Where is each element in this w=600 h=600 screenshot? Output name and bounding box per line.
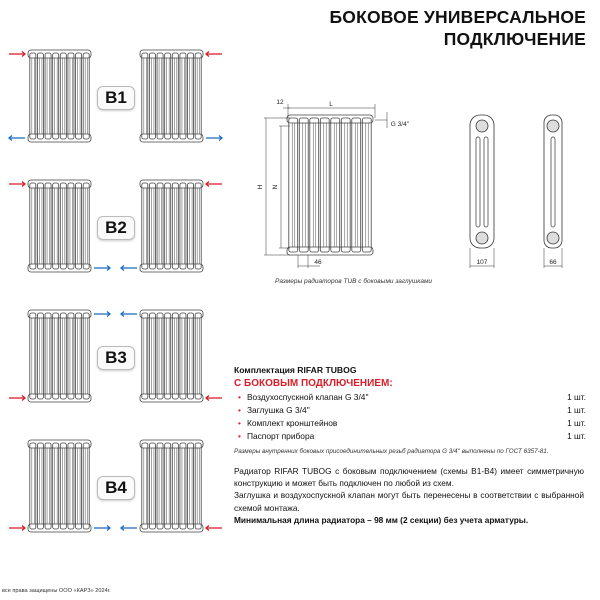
radiator-section (188, 53, 194, 139)
description: Радиатор RIFAR TUBOG с боковым подключением (схемы B1-B4) имеет симметричную конструкцию и может быть подключен по любой из схем. Заглушка и воздухоспускной клапан могут быть перенесены в соответствии с выбранной схемой монтажа. Минимальная длина радиатора – 98 мм (2 секции) без учета арматуры. (234, 466, 584, 525)
radiator-section (180, 443, 186, 529)
radiator-section (320, 118, 329, 252)
radiator-section (172, 313, 178, 399)
radiator-section (45, 313, 51, 399)
flow-arrow-icon (94, 526, 110, 531)
radiator-icon (287, 115, 373, 255)
radiator-section (149, 443, 155, 529)
scheme-label-b4: B4 (97, 476, 135, 500)
bullet-icon: • (238, 431, 241, 441)
kit-note: Размеры внутренних боковых присоединительных резьб радиатора G 3/4'' выполнены по ГОСТ 6357-81. (234, 448, 549, 455)
bullet-icon: • (238, 392, 241, 402)
flow-arrow-icon (206, 52, 222, 57)
radiator-icon (140, 310, 203, 402)
radiator-icon (28, 440, 91, 532)
radiator-section (165, 183, 171, 269)
radiator-section (157, 183, 163, 269)
radiator-section (157, 53, 163, 139)
radiator-section (157, 443, 163, 529)
radiator-section (37, 53, 43, 139)
radiator-section (68, 53, 74, 139)
radiator-section (341, 118, 350, 252)
flow-arrow-icon (121, 526, 137, 531)
radiator-icon (28, 50, 91, 142)
radiator-section (60, 53, 66, 139)
flow-arrow-icon (9, 526, 25, 531)
flow-arrow-icon (206, 396, 222, 401)
radiator-section (195, 443, 201, 529)
radiator-section (30, 53, 36, 139)
scheme-label-b2: B2 (97, 216, 135, 240)
radiator-section (45, 53, 51, 139)
side-view-2col (544, 115, 562, 248)
kit-section (234, 365, 586, 455)
radiator-section (195, 183, 201, 269)
radiator-section (165, 443, 171, 529)
nipple-icon (547, 232, 559, 244)
radiator-section (149, 183, 155, 269)
drawing-caption: Размеры радиаторов TUB с боковыми заглушками (275, 278, 433, 285)
radiator-section (68, 183, 74, 269)
kit-item: • Паспорт прибора 1 шт. (238, 431, 586, 441)
flow-arrow-icon (9, 182, 25, 187)
flow-arrow-icon (9, 136, 25, 141)
dim-thread: G 3/4'' (390, 121, 410, 128)
kit-item: • Воздухоспускной клапан G 3/4'' 1 шт. (238, 392, 586, 402)
radiator-section (76, 443, 82, 529)
radiator-section (45, 443, 51, 529)
flow-arrow-icon (121, 266, 137, 271)
radiator-icon (140, 440, 203, 532)
radiator-section (142, 183, 148, 269)
radiator-section (195, 313, 201, 399)
dim-depth: 107 (476, 259, 488, 266)
dim-offset: 12 (276, 99, 284, 106)
radiator-section (289, 118, 298, 252)
radiator-section (180, 313, 186, 399)
radiator-section (37, 183, 43, 269)
flow-arrow-icon (94, 312, 110, 317)
side-view-3col (470, 115, 494, 248)
radiator-section (83, 183, 89, 269)
copyright: все права защищены ООО «КАРЗ» 2024г. (2, 588, 111, 594)
radiator-section (352, 118, 361, 252)
flow-arrow-icon (9, 396, 25, 401)
flow-arrow-icon (206, 182, 222, 187)
radiator-section (37, 443, 43, 529)
scheme-label-b3: B3 (97, 346, 135, 370)
flow-arrow-icon (121, 312, 137, 317)
radiator-section (149, 313, 155, 399)
radiator-icon (28, 310, 91, 402)
radiator-section (180, 183, 186, 269)
radiator-section (188, 443, 194, 529)
bullet-icon: • (238, 418, 241, 428)
side-body (470, 115, 494, 248)
radiator-section (331, 118, 340, 252)
radiator-section (30, 313, 36, 399)
page-title: БОКОВОЕ УНИВЕРСАЛЬНОЕ ПОДКЛЮЧЕНИЕ (329, 7, 586, 49)
radiator-section (37, 313, 43, 399)
kit-heading: Комплектация RIFAR TUBOG (234, 365, 357, 375)
radiator-section (45, 183, 51, 269)
radiator-section (157, 313, 163, 399)
radiator-icon (140, 180, 203, 272)
dim-center: N (272, 184, 279, 190)
radiator-section (68, 443, 74, 529)
radiator-section (83, 313, 89, 399)
kit-subheading: С БОКОВЫМ ПОДКЛЮЧЕНИЕМ: (234, 378, 393, 389)
kit-item: • Комплект кронштейнов 1 шт. (238, 418, 586, 428)
radiator-section (76, 183, 82, 269)
radiator-section (172, 443, 178, 529)
radiator-section (30, 443, 36, 529)
dim-pitch: 46 (314, 259, 322, 266)
radiator-section (76, 313, 82, 399)
radiator-section (60, 183, 66, 269)
radiator-section (149, 53, 155, 139)
side-body (544, 115, 562, 248)
nipple-icon (476, 120, 488, 132)
radiator-section (188, 183, 194, 269)
radiator-section (180, 53, 186, 139)
flow-arrow-icon (206, 526, 222, 531)
radiator-section (165, 313, 171, 399)
kit-item: • Заглушка G 3/4'' 1 шт. (238, 405, 586, 415)
bullet-icon: • (238, 405, 241, 415)
nipple-icon (547, 120, 559, 132)
radiator-icon (140, 50, 203, 142)
radiator-section (83, 443, 89, 529)
radiator-section (53, 443, 59, 529)
dim-depth: 66 (549, 259, 557, 266)
nipple-icon (476, 232, 488, 244)
radiator-section (142, 53, 148, 139)
radiator-section (142, 313, 148, 399)
flow-arrow-icon (9, 52, 25, 57)
radiator-section (53, 53, 59, 139)
radiator-section (188, 313, 194, 399)
flow-arrow-icon (94, 266, 110, 271)
radiator-section (30, 183, 36, 269)
scheme-label-b1: B1 (97, 86, 135, 110)
radiator-icon (28, 180, 91, 272)
radiator-section (83, 53, 89, 139)
radiator-section (299, 118, 308, 252)
radiator-section (142, 443, 148, 529)
radiator-section (53, 183, 59, 269)
radiator-section (60, 443, 66, 529)
radiator-section (76, 53, 82, 139)
radiator-section (310, 118, 319, 252)
dim-length: L (329, 101, 333, 108)
dim-height: H (257, 184, 264, 190)
radiator-section (362, 118, 371, 252)
radiator-section (68, 313, 74, 399)
radiator-section (53, 313, 59, 399)
radiator-section (172, 183, 178, 269)
radiator-section (60, 313, 66, 399)
radiator-section (195, 53, 201, 139)
flow-arrow-icon (206, 136, 222, 141)
radiator-section (172, 53, 178, 139)
radiator-section (165, 53, 171, 139)
